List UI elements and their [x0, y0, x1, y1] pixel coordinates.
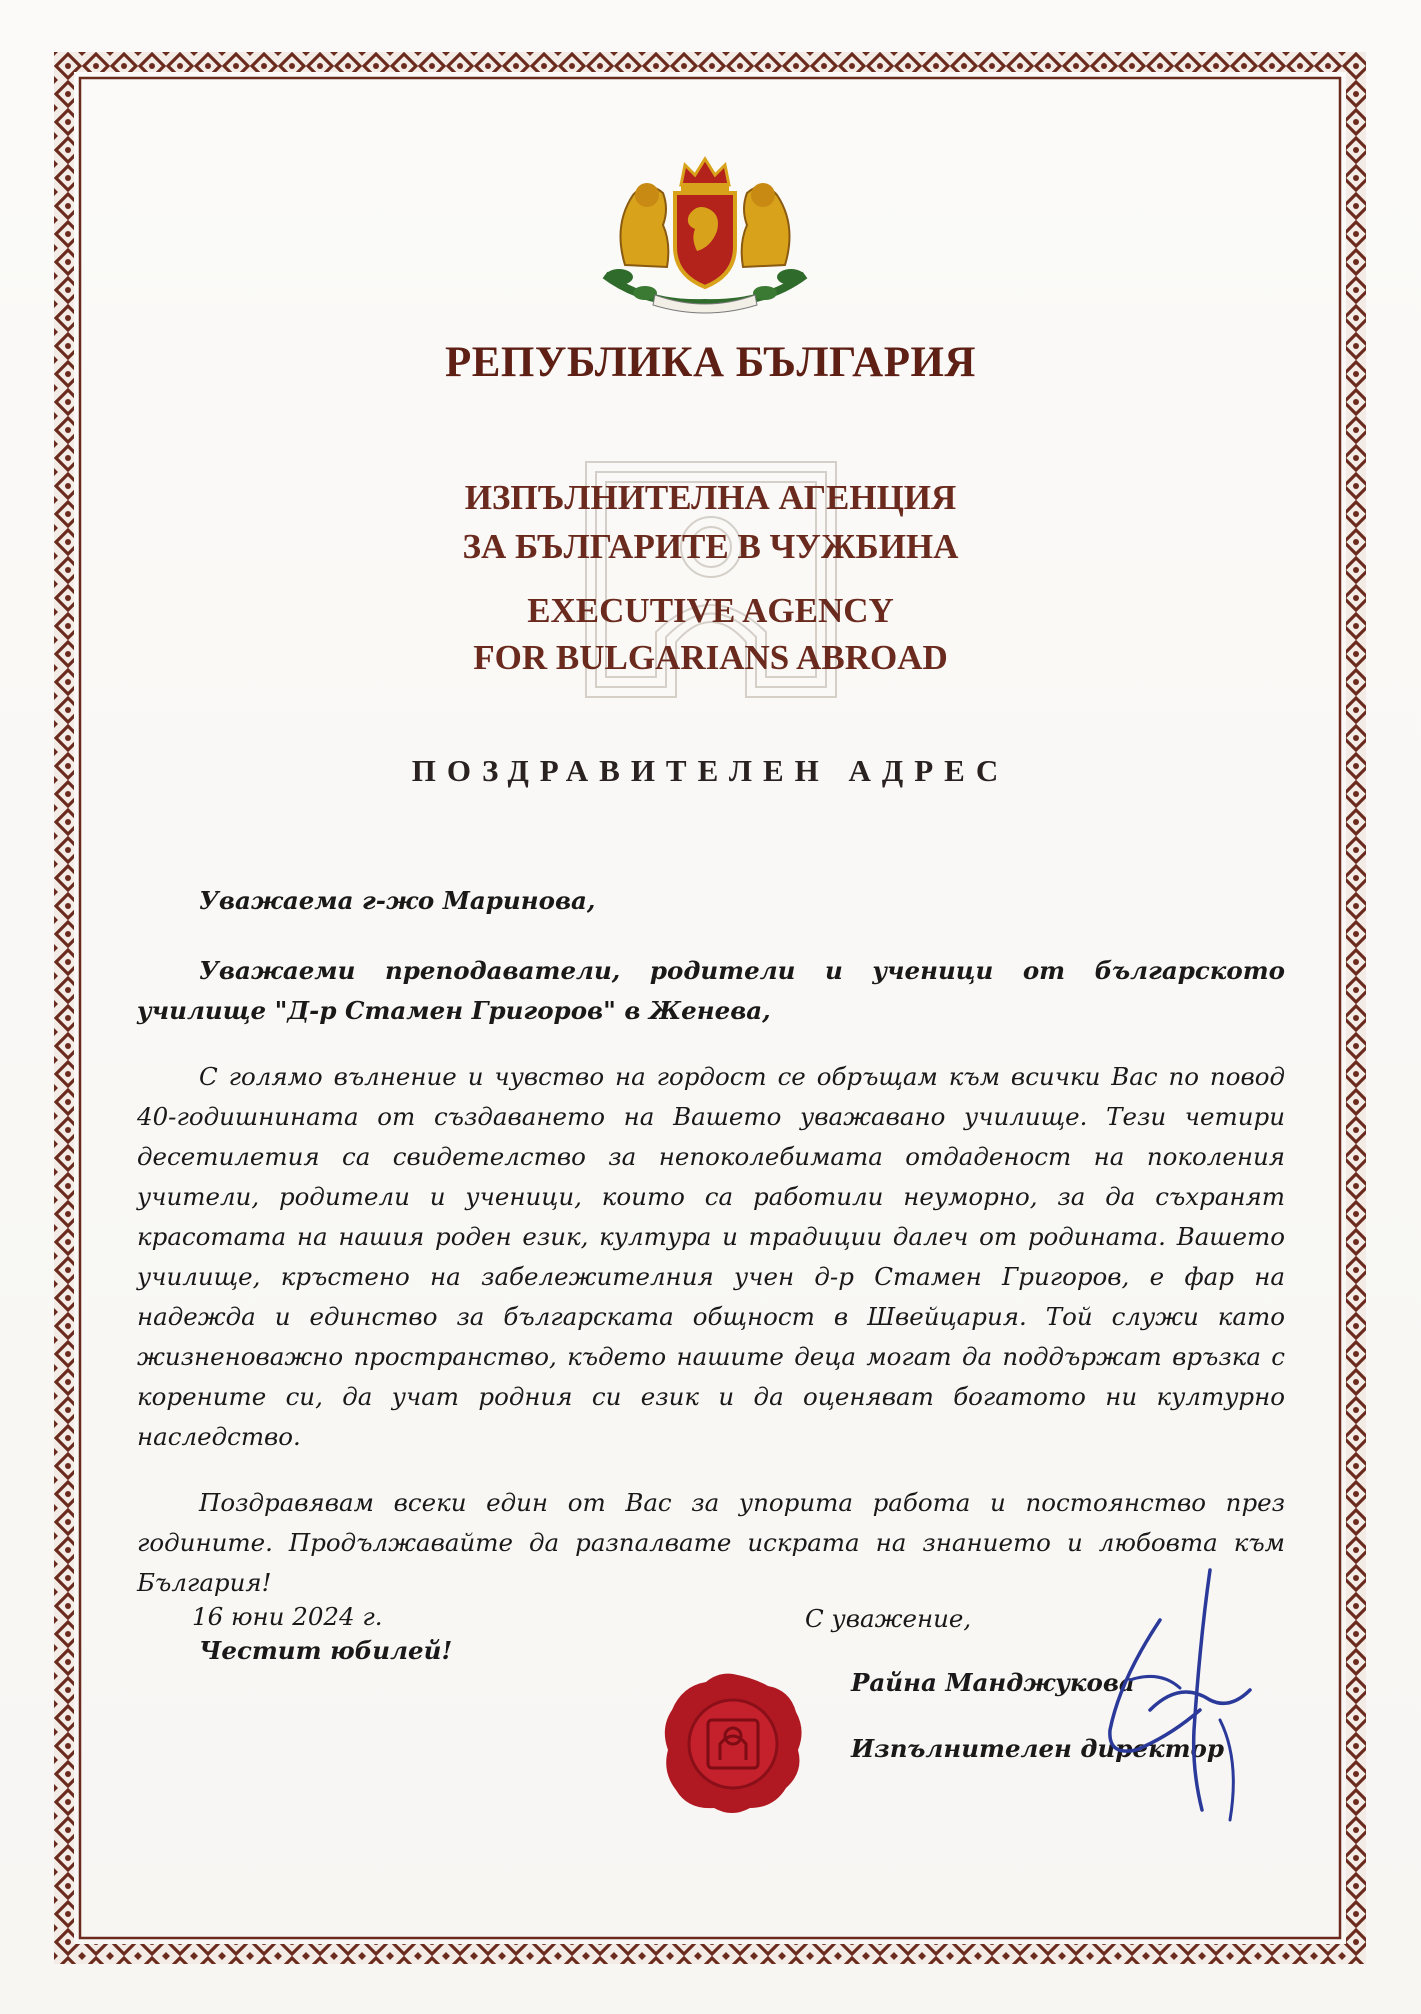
closing-wish: Честит юбилей! — [199, 1636, 453, 1665]
signer-role: Изпълнителен директор — [851, 1734, 1224, 1763]
handwritten-signature-icon — [1090, 1560, 1270, 1830]
agency-name-bg-line-2: ЗА БЪЛГАРИТЕ В ЧУЖБИНА — [462, 527, 959, 566]
document-date: 16 юни 2024 г. — [192, 1602, 383, 1631]
agency-name-bg-line-1: ИЗПЪЛНИТЕЛНА АГЕНЦИЯ — [464, 478, 957, 517]
signer-name: Райна Манджукова — [851, 1668, 1135, 1697]
document-title: ПОЗДРАВИТЕЛЕН АДРЕС — [411, 753, 1010, 788]
agency-name-en-line-1: EXECUTIVE AGENCY — [527, 591, 894, 630]
country-title: РЕПУБЛИКА БЪЛГАРИЯ — [444, 339, 976, 386]
wax-seal-icon — [658, 1668, 808, 1818]
regards-text: С уважение, — [805, 1604, 972, 1633]
salutation-1: Уважаема г-жо Маринова, — [199, 886, 596, 915]
agency-name-en-line-2: FOR BULGARIANS ABROAD — [473, 638, 948, 677]
paragraph-2: Поздравявам всеки един от Вас за упорита работа и постоянство през годините. Продължавайте да разпалвате искрата на знанието и любовта към България! — [137, 1488, 1285, 1597]
salutation-2: Уважаеми преподаватели, родители и ученици от българското училище "Д-р Стамен Григоров" в Женева, — [137, 956, 1285, 1025]
paragraph-1: С голямо вълнение и чувство на гордост се обръщам към всички Вас по повод 40-годишнината от създаването на Вашето уважавано училище. Тези четири десетилетия са свидетелство за непоколебимата отдаденост на поколения учители, родители и ученици, които са работили неуморно, за да съхранят красотата на нашия роден език, култура и традиции далеч от родината. Вашето училище, кръстено на забележителния учен д-р Стамен Григоров, е фар на надежда и единство за българската общност в Швейцария. Той служи като жизненоважно пространство, където нашите деца могат да поддържат връзка с корените си, да учат родния си език и да оценяват богатото ни културно наследство. — [137, 1062, 1285, 1451]
coat-of-arms-icon — [585, 155, 825, 315]
letter-body — [137, 881, 1285, 1671]
